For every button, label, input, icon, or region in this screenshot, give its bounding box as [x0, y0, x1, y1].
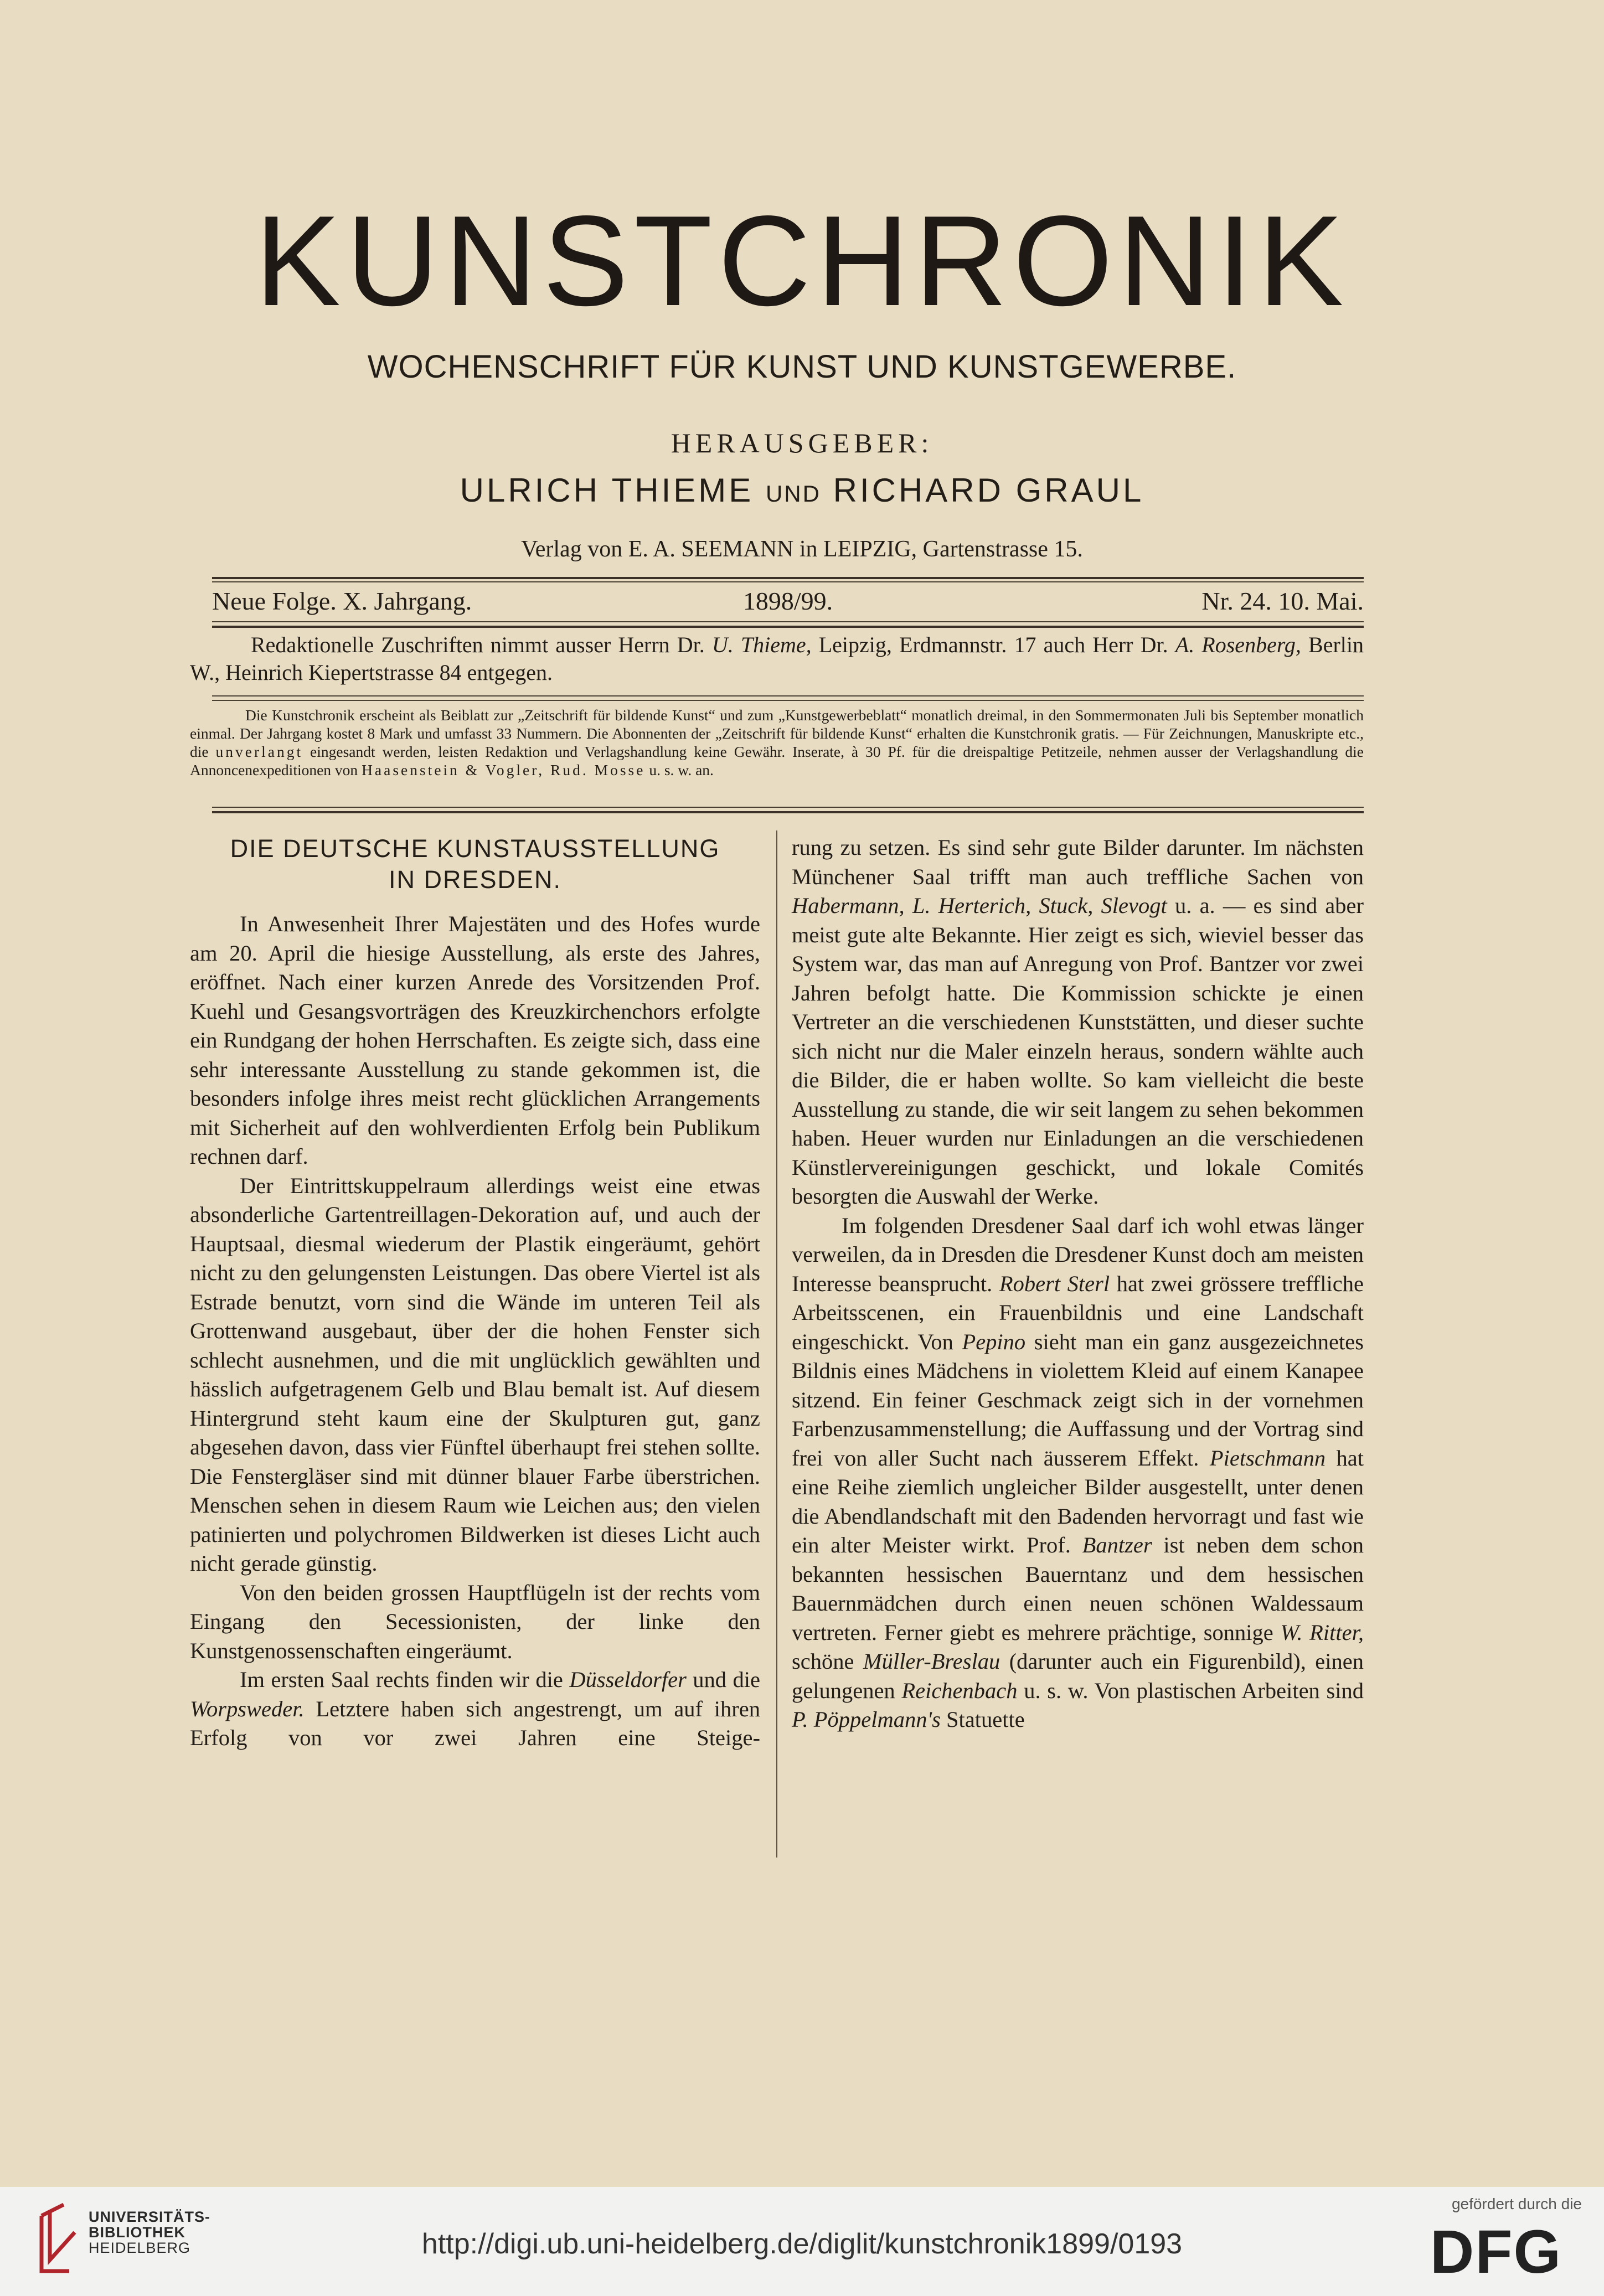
editorial-text: Leipzig, Erdmannstr. 17 auch Herr Dr. [811, 632, 1175, 657]
paragraph: Der Eintrittskuppelraum allerdings weist eine etwas absonderliche Gartentreillagen-Dekoration auf, und auch der Hauptsaal, diesmal wiederum der Plastik eingeräumt, gehört nicht zu den gelungensten Leistungen. Das obere Viertel ist als Estrade benutzt, vorn sind die Wände im unteren Teil als Grottenwand ausgebaut, über der die hohen Fenster sich schlecht ausnehmen, und die mit unglücklich gewählten und hässlich aufgetragenem Gelb und Blau bemalt ist. Auf diesem Hintergrund steht kaum eine der Skulpturen gut, ganz abgesehen davon, dass vier Fünftel überhaupt frei stehen sollte. Die Fenstergläser sind mit dünner blauer Farbe überstrichen. Menschen sehen in diesem Raum wie Leichen aus; den vielen patinierten und polychromen Bildwerken ist dieses Licht auch nicht gerade günstig. [190, 1173, 760, 1576]
issue-number: Nr. 24. 10. Mai. [1201, 587, 1364, 615]
text-run: u. s. w. Von plastischen Arbeiten sind [1017, 1678, 1364, 1703]
text-run: ist neben dem schon bekannten hessischen Bauerntanz und dem hessischen Bauernmädchen durch einen neuen schönen Waldessaum vertreten. Ferner giebt es mehrere prächtige, sonnige [792, 1533, 1364, 1645]
divider-rule [212, 811, 1364, 813]
subscription-notice [190, 706, 1364, 779]
artist-name: Müller-Breslau [863, 1649, 1000, 1674]
notice-text: Die Kunstchronik erscheint als Beiblatt zur „Zeitschrift für bildende Kunst“ und zum „Kunstgewerbeblatt“ monatlich dreimal, in den Sommermonaten Juli bis September monatlich einmal. Der Jahrgang kostet 8 Mark und umfasst 33 Nummern. Die Abonnenten der „Zeitschrift für bildende Kunst“ erhalten die Kunstchronik gratis. — Für Zeichnungen, Manuskripte etc., die [190, 706, 1364, 760]
text-run: Letztere haben sich angestrengt, um auf ihren Erfolg von vor zwei Jahren eine Steige- [190, 1696, 760, 1750]
paragraph: In Anwesenheit Ihrer Majestäten und des Hofes wurde am 20. April die hiesige Ausstellung, als erste des Jahres, eröffnet. Nach einer kurzen Anrede des Vorsitzenden Prof. Kuehl und Gesangsvorträgen des Kreuzkirchenchors erfolgte ein Rundgang der hohen Herrschaften. Es zeigte sich, dass eine sehr interessante Ausstellung zu stande gekommen ist, die besonders infolge ihres meist recht glücklichen Arrangements mit Sicherheit auf den wohlverdienten Erfolg bein Publikum rechnen darf. [190, 911, 760, 1169]
text-run: Statuette [940, 1707, 1025, 1732]
editor-joiner: UND [765, 481, 821, 507]
text-run: schöne [792, 1649, 863, 1674]
artist-group-name: Worpsweder. [190, 1696, 305, 1721]
notice-emphasis: Haasenstein & Vogler, Rud. Mosse [362, 761, 646, 778]
text-run: sieht man ein ganz ausgezeichnetes Bildnis eines Mädchens in violettem Kleid auf einem Kanapee sitzend. Ein feiner Geschmack zeigt sich in der vornehmen Farbenzusammenstellung; die Auffassung und der Vortrag sind frei von aller Sucht nach äusserem Effekt. [792, 1329, 1364, 1471]
paragraph [190, 1665, 760, 1753]
paragraph [792, 1211, 1364, 1735]
text-run: hat eine Reihe ziemlich ungleicher Bilder ausgestellt, unter denen die Abendlandschaft mit den Badenden hervorragt und fast wie ein alter Meister wirkt. Prof. [792, 1445, 1364, 1557]
paragraph: Von den beiden grossen Hauptflügeln ist der rechts vom Eingang den Secessionisten, der linke den Kunstgenossenschaften eingeräumt. [190, 1580, 760, 1663]
divider-rule [212, 577, 1364, 579]
issue-series: Neue Folge. X. Jahrgang. [212, 587, 472, 615]
divider-rule [212, 621, 1364, 622]
artist-name: Robert Sterl [999, 1271, 1110, 1296]
editorial-text: Berlin W., Heinrich Kiepertstrasse 84 entgegen. [190, 632, 1364, 685]
notice-text: eingesandt werden, leisten Redaktion und Verlagshandlung keine Gewähr. Inserate, à 30 Pf. für die dreispaltige Petitzeile, nehmen ausser der Verlagshandlung die Annoncenexpeditionen von [190, 743, 1364, 778]
article-column-left [190, 833, 760, 1753]
funding-caption: gefördert durch die [1451, 2195, 1582, 2212]
editor-2: RICHARD GRAUL [833, 472, 1144, 509]
article-heading-line-1: DIE DEUTSCHE KUNSTAUSSTELLUNG [230, 834, 720, 863]
library-name-line: UNIVERSITÄTS- [89, 2209, 211, 2225]
editorial-text: Redaktionelle Zuschriften nimmt ausser Herrn Dr. [251, 632, 712, 657]
journal-subtitle: WOCHENSCHRIFT FÜR KUNST UND KUNSTGEWERBE. [367, 349, 1237, 385]
journal-title: KUNSTCHRONIK [255, 189, 1349, 333]
notice-emphasis: unverlangt [215, 743, 303, 760]
artist-name: Pietschmann [1209, 1445, 1326, 1471]
artist-name: W. Ritter, [1280, 1619, 1364, 1645]
text-run: hat zwei grössere treffliche Arbeitsscenen, ein Frauenbildnis und eine Landschaft eingeschickt. Von [792, 1271, 1364, 1354]
editorial-contact [190, 631, 1364, 687]
divider-rule [212, 695, 1364, 696]
text-run: rung zu setzen. Es sind sehr gute Bilder darunter. Im nächsten Münchener Saal trifft man auch treffliche Sachen von [792, 835, 1364, 889]
dfg-wordmark: DFG [1430, 2220, 1562, 2281]
text-run: u. a. — es sind aber meist gute alte Bekannte. Hier zeigt es sich, wieviel besser das System war, das man auf Anregung von Prof. Bantzer vor zwei Jahren befolgt hatte. Die Kommission schickte je einen Vertreter an die verschiedenen Kunststätten, und dieser suchte sich nicht nur die Maler einzeln heraus, sondern wählte auch die Bilder, die er haben wollte. So kam vielleicht die beste Ausstellung zu stande, die wir seit langem zu sehen bekommen haben. Heuer wurden nur Einladungen an die verschiedenen Künstlervereinigungen geschickt, und lokale Comités besorgten die Auswahl der Werke. [792, 893, 1364, 1209]
artist-names: Habermann, L. Herterich, Stuck, Slevogt [792, 893, 1167, 918]
artist-name: Pepino [962, 1329, 1026, 1354]
divider-rule [212, 581, 1364, 582]
article-heading-line-2: IN DRESDEN. [388, 865, 562, 894]
text-run: (darunter auch ein Figurenbild), einen gelungenen [792, 1649, 1364, 1703]
artist-name: Reichenbach [901, 1678, 1018, 1703]
issue-years: 1898/99. [742, 587, 833, 615]
text-run: Im ersten Saal rechts finden wir die [240, 1667, 570, 1692]
editor-name: A. Rosenberg, [1175, 632, 1301, 657]
column-divider [776, 830, 777, 1858]
dfg-logo-icon [1416, 2220, 1576, 2281]
article-column-right [792, 833, 1364, 1735]
artist-name: Bantzer [1082, 1533, 1152, 1557]
divider-rule [212, 626, 1364, 628]
divider-rule [212, 700, 1364, 701]
text-run: Im folgenden Dresdener Saal darf ich wohl etwas länger verweilen, da in Dresden die Dresdener Kunst doch am meisten Interesse beansprucht. [792, 1213, 1364, 1296]
editor-1: ULRICH THIEME [460, 472, 754, 509]
artist-name: P. Pöppelmann's [792, 1707, 941, 1732]
publisher-line: Verlag von E. A. SEEMANN in LEIPZIG, Gartenstrasse 15. [521, 536, 1083, 562]
editors [0, 469, 1604, 514]
library-name-line: HEIDELBERG [89, 2240, 191, 2256]
library-name-line: BIBLIOTHEK [89, 2224, 185, 2241]
permalink[interactable]: http://digi.ub.uni-heidelberg.de/diglit/kunstchronik1899/0193 [421, 2228, 1183, 2260]
text-run: und die [686, 1667, 760, 1692]
paragraph [792, 833, 1364, 1211]
artist-group-name: Düsseldorfer [569, 1667, 687, 1692]
editors-label: HERAUSGEBER: [671, 427, 933, 458]
editor-name: U. Thieme, [711, 632, 812, 657]
notice-text: u. s. w. an. [645, 761, 714, 778]
divider-rule [212, 807, 1364, 808]
article-heading [190, 833, 760, 895]
